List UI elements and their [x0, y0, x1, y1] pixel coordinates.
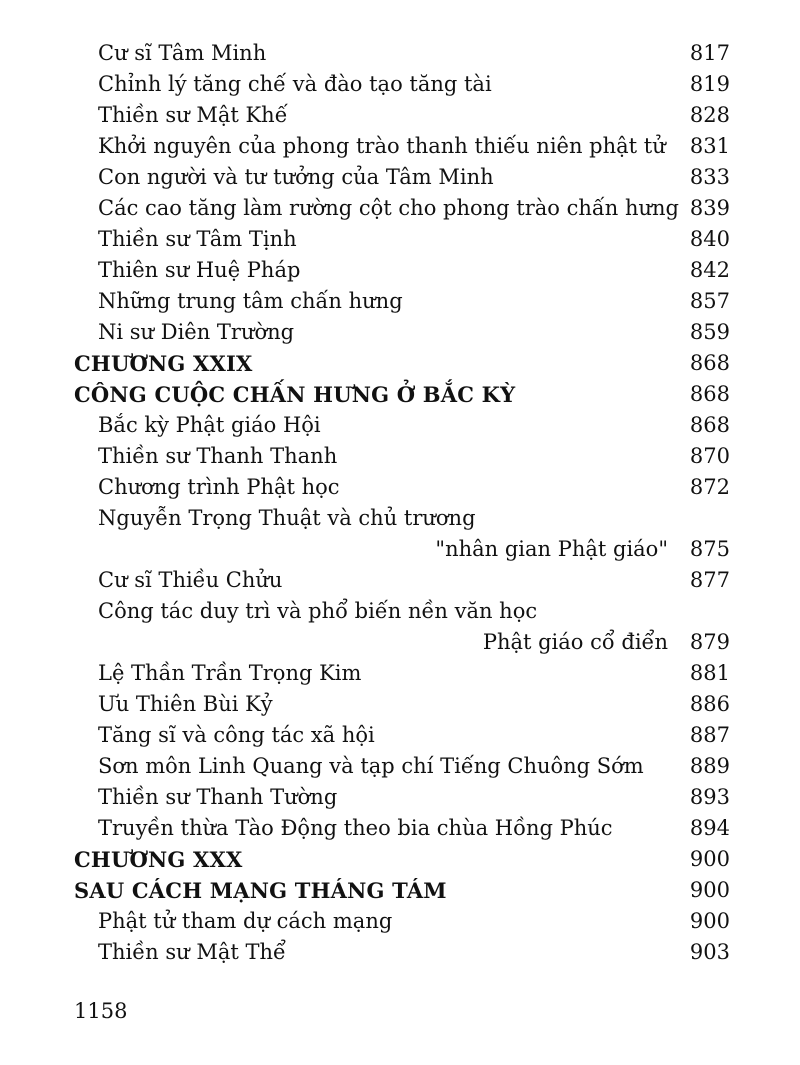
toc-entry-page: 857	[689, 289, 730, 313]
toc-entry	[74, 689, 730, 720]
toc-entry-page: 817	[689, 41, 730, 65]
toc-entry-title: Thiền sư Mật Khế	[98, 103, 288, 127]
toc-entry	[74, 782, 730, 813]
toc-entry-title: Những trung tâm chấn hưng	[98, 289, 403, 313]
toc-entry	[74, 441, 730, 472]
toc-entry-title: Công tác duy trì và phổ biến nền văn học	[98, 599, 538, 623]
toc-entry-title: Phật giáo cổ điển	[482, 630, 668, 654]
toc-chapter-title: CÔNG CUỘC CHẤN HƯNG Ở BẮC KỲ	[74, 382, 516, 407]
toc-entry-page: 881	[689, 661, 730, 685]
toc-entry-page: 868	[689, 382, 730, 406]
toc-chapter-number: CHƯƠNG XXIX	[74, 351, 253, 376]
toc-entry-page: 868	[689, 413, 730, 437]
toc-chapter-heading	[74, 875, 730, 906]
toc-entry	[74, 69, 730, 100]
toc-chapter-number: CHƯƠNG XXX	[74, 847, 243, 872]
toc-entry	[74, 131, 730, 162]
toc-entry	[74, 472, 730, 503]
toc-entry-page: 839	[689, 196, 730, 220]
toc-entry-title: Thiền sư Thanh Thanh	[98, 444, 338, 468]
toc-entry-page: 894	[689, 816, 730, 840]
toc-entry	[74, 813, 730, 844]
toc-entry-title: Bắc kỳ Phật giáo Hội	[98, 413, 321, 437]
toc-chapter-heading	[74, 379, 730, 410]
toc-entry	[74, 565, 730, 596]
toc-entry-page: 893	[689, 785, 730, 809]
toc-entry-title: Lệ Thần Trần Trọng Kim	[98, 661, 362, 685]
toc-entry-title: Con người và tư tưởng của Tâm Minh	[98, 165, 494, 189]
toc-entry-title: Chỉnh lý tăng chế và đào tạo tăng tài	[98, 72, 492, 96]
toc-entry	[74, 410, 730, 441]
toc-entry-page: 828	[689, 103, 730, 127]
toc-chapter-heading	[74, 348, 730, 379]
toc-entry	[74, 193, 730, 224]
toc-entry	[74, 100, 730, 131]
toc-entry	[74, 286, 730, 317]
toc-entry-title: Sơn môn Linh Quang và tạp chí Tiếng Chuông Sớm	[98, 754, 644, 778]
toc-entry-continuation	[74, 627, 730, 658]
toc-entry-page: 900	[689, 878, 730, 902]
toc-entry-page: 870	[689, 444, 730, 468]
toc-entry-title: Thiền sư Mật Thể	[98, 940, 286, 964]
toc-entry	[74, 317, 730, 348]
toc-entry-title: Các cao tăng làm rường cột cho phong trào chấn hưng	[98, 196, 679, 220]
toc-entry	[74, 937, 730, 968]
toc-entry-page: 900	[689, 847, 730, 871]
toc-entry-page: 886	[689, 692, 730, 716]
toc-entry-title: Thiền sư Tâm Tịnh	[98, 227, 297, 251]
toc-entry-page: 833	[689, 165, 730, 189]
toc-entry-title: Cư sĩ Thiều Chửu	[98, 568, 283, 592]
toc-entry-title: Chương trình Phật học	[98, 475, 340, 499]
toc-entry-title: Truyền thừa Tào Động theo bia chùa Hồng Phúc	[98, 816, 613, 840]
toc-entry-title: Khởi nguyên của phong trào thanh thiếu niên phật tử	[98, 134, 666, 158]
toc-entry	[74, 162, 730, 193]
toc-entry-continuation	[74, 534, 730, 565]
toc-entry-page: 842	[689, 258, 730, 282]
toc-entry-title: Ni sư Diên Trường	[98, 320, 295, 344]
toc-entry	[74, 38, 730, 69]
toc-entry-page: 819	[689, 72, 730, 96]
toc-entry-page: 872	[689, 475, 730, 499]
toc-entry-page: 859	[689, 320, 730, 344]
toc-entry-title: "nhân gian Phật giáo"	[435, 537, 668, 561]
toc-entry-title: Ưu Thiên Bùi Kỷ	[98, 692, 273, 716]
toc-entry-title: Thiền sư Thanh Tường	[98, 785, 338, 809]
toc-entry-title: Nguyễn Trọng Thuật và chủ trương	[98, 506, 476, 530]
toc-entry	[74, 751, 730, 782]
toc-entry-page: 877	[689, 568, 730, 592]
toc-entry-title: Cư sĩ Tâm Minh	[98, 41, 267, 65]
toc-entry-page: 831	[689, 134, 730, 158]
table-of-contents	[74, 38, 730, 968]
toc-chapter-title: SAU CÁCH MẠNG THÁNG TÁM	[74, 878, 447, 903]
toc-entry-title: Thiên sư Huệ Pháp	[98, 258, 301, 282]
toc-entry	[74, 503, 730, 534]
toc-entry	[74, 720, 730, 751]
toc-entry-page: 900	[689, 909, 730, 933]
toc-entry	[74, 658, 730, 689]
toc-entry	[74, 906, 730, 937]
toc-chapter-heading	[74, 844, 730, 875]
toc-entry	[74, 596, 730, 627]
toc-entry-page: 840	[689, 227, 730, 251]
toc-entry-page: 889	[689, 754, 730, 778]
page-number: 1158	[74, 999, 128, 1023]
toc-entry-title: Phật tử tham dự cách mạng	[98, 909, 393, 933]
toc-entry-page: 875	[689, 537, 730, 561]
toc-entry	[74, 224, 730, 255]
toc-entry-title: Tăng sĩ và công tác xã hội	[98, 723, 375, 747]
toc-entry-page: 868	[689, 351, 730, 375]
toc-entry-page: 887	[689, 723, 730, 747]
toc-entry	[74, 255, 730, 286]
toc-entry-page: 879	[689, 630, 730, 654]
toc-entry-page: 903	[689, 940, 730, 964]
